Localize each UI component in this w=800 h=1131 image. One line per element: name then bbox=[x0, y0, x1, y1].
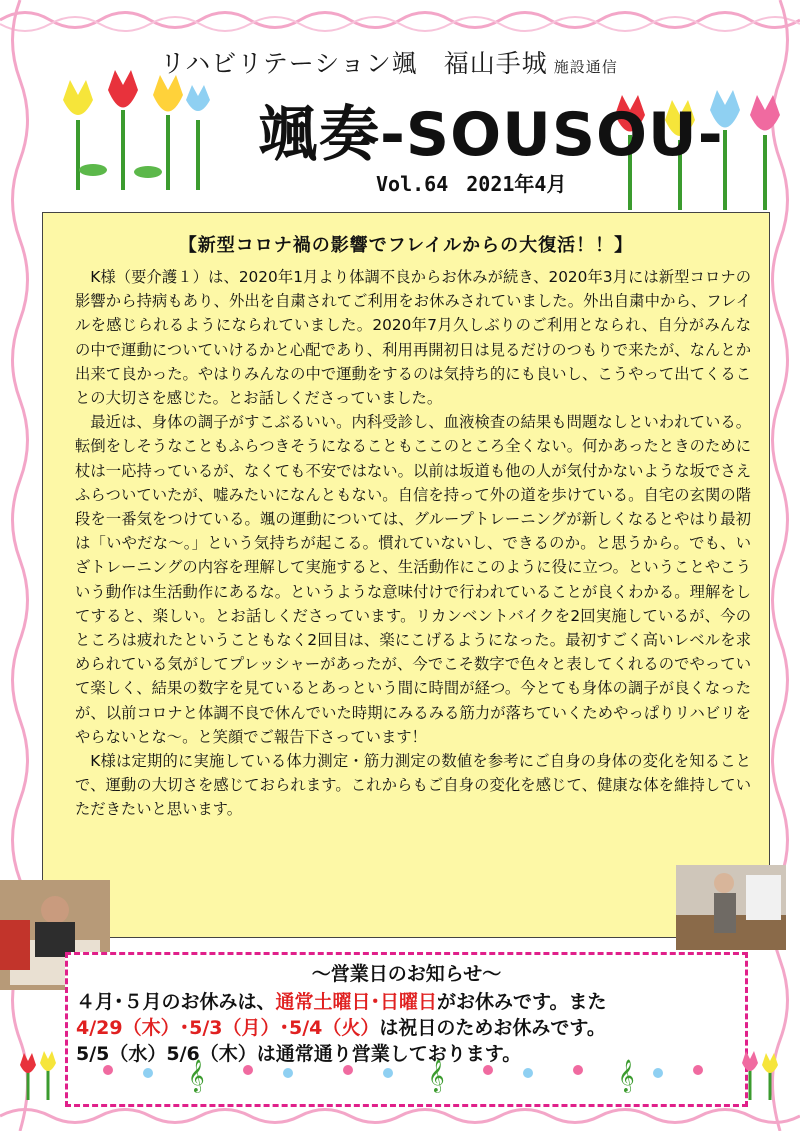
issue-date: 2021年4月 bbox=[466, 172, 567, 196]
notice-highlight-holidays: 4/29（木）･5/3（月）･5/4（火） bbox=[76, 1017, 380, 1039]
ribbon-border-top bbox=[0, 0, 800, 40]
notice-highlight-weekend: 通常土曜日･日曜日 bbox=[275, 991, 438, 1013]
notice-title: ～営業日のお知らせ～ bbox=[311, 963, 502, 985]
article-paragraph: K様（要介護１）は、2020年1月より体調不良からお休みが続き、2020年3月には新型コロナの影響から持病もあり、外出を自粛されてご利用をお休みされていました。外出自粛中から、フレイルを感じられるようになられていました。2020年7月久しぶりのご利用となられ、自分がみんなの中で運動についていけるかと心配であり、利用再開初日は見るだけのつもりで来たが、なんとか出来て良かった。やはりみんなの中で運動をするのは気持ち的にも良いし、こうやって出てくることの大切さを感じた。とお話しくださっていました。 bbox=[75, 268, 751, 408]
article-heading: 【新型コロナ禍の影響でフレイルからの大復活！！】 bbox=[178, 235, 634, 256]
facility-suffix: 施設通信 bbox=[553, 58, 618, 76]
notice-line-1: ４月･５月のお休みは、通常土曜日･日曜日がお休みです。また bbox=[76, 991, 607, 1013]
volume-number: Vol.64 bbox=[376, 172, 449, 196]
bottom-flower-decoration bbox=[18, 1045, 780, 1100]
article-body bbox=[75, 265, 751, 822]
newsletter-title: 颯奏-SOUSOU- bbox=[258, 100, 724, 170]
article-paragraph: K様は定期的に実施している体力測定・筋力測定の数値を参考にご自身の身体の変化を知ることで、運動の大切さを感じておられます。これからもご自身の変化を感じて、健康な体を維持していただきたいと思います。 bbox=[75, 752, 751, 819]
notice-line-3: 5/5（水）5/6（木）は通常通り営業しております。 bbox=[76, 1043, 522, 1065]
svg-text:𝄞: 𝄞 bbox=[188, 1059, 205, 1092]
svg-text:𝄞: 𝄞 bbox=[618, 1059, 635, 1092]
notice-line-2: 4/29（木）･5/3（月）･5/4（火）は祝日のためお休みです。 bbox=[76, 1017, 606, 1039]
photo-right bbox=[676, 865, 786, 950]
facility-name: リハビリテーション颯 福山手城 施設通信 bbox=[160, 49, 618, 78]
article-paragraph: 最近は、身体の調子がすこぶるいい。内科受診し、血液検査の結果も問題なしといわれている。転倒をしそうなこともふらつきそうになることもここのところ全くない。何かあったときのために杖は一応持っているが、なくても不安ではない。以前は坂道も他の人が気付かないような坂でさえふらついていたが、嘘みたいになんともない。自信を持って外の道を歩けている。自宅の玄関の階段を一番気をつけている。颯の運動については、グループトレーニングが新しくなるとやはり最初は「いやだな～。」という気持ちが起こる。慣れていないし、できるのか。と思うから。でも、いざトレーニングの内容を理解して実施すると、生活動作にこのように役に立つ。ということやこういう動作は生活動作にあるな。というような意味付けで行われていることが良くわかる。理解をしてすると、楽しい。とお話しくださっています。リカンベントバイクを2回実施しているが、今のところは疲れたということもなく2回目は、楽にこげるようになった。最初すごく高いレベルを求められている気がしてプレッシャーがあったが、今でこそ数字で色々と表してくれるのでやっていて楽しく、結果の数字を見ているとあっという間に時間が経つ。今とても身体の調子が良くなったが、以前コロナと体調不良で休んでいた時期にみるみる筋力が落ちていくためやっぱりリハビリをやらないとな～。と笑顔でご報告下さっています！ bbox=[75, 413, 751, 746]
svg-text:𝄞: 𝄞 bbox=[428, 1059, 445, 1092]
article-panel bbox=[42, 212, 770, 938]
volume-date bbox=[376, 168, 584, 197]
